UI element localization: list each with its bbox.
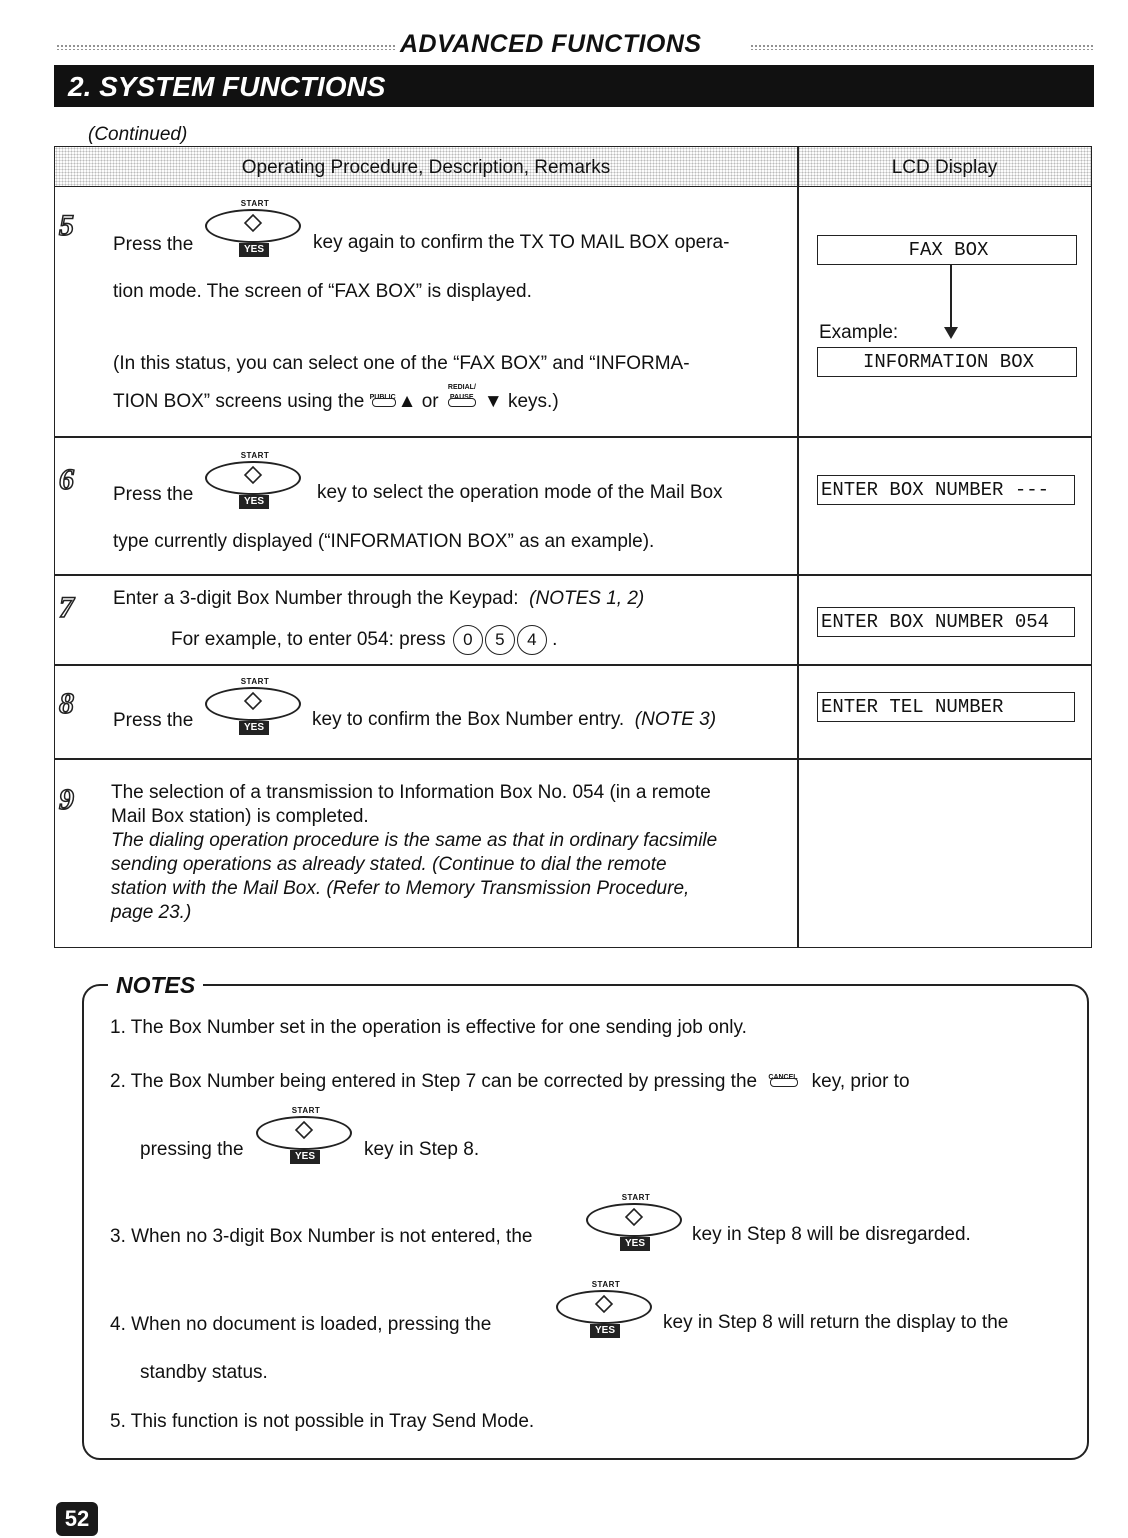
public-key-icon: PUBLIC bbox=[370, 390, 398, 410]
step-text: tion mode. The screen of “FAX BOX” is displayed. bbox=[113, 281, 532, 302]
example-label: Example: bbox=[819, 322, 899, 343]
digit-5-key-icon: 5 bbox=[485, 625, 515, 655]
header-dots-left bbox=[56, 44, 396, 50]
arrow-line bbox=[950, 265, 952, 327]
lcd-display-information-box: INFORMATION BOX bbox=[817, 347, 1077, 377]
note-item: key in Step 8 will be disregarded. bbox=[692, 1224, 971, 1245]
row-divider bbox=[55, 758, 1091, 760]
note-item: 4. When no document is loaded, pressing the bbox=[110, 1314, 492, 1335]
lcd-display: ENTER BOX NUMBER --- bbox=[817, 475, 1075, 505]
lcd-display: ENTER BOX NUMBER 054 bbox=[817, 607, 1075, 637]
start-key-icon: START YES bbox=[203, 199, 307, 257]
note-item: key in Step 8. bbox=[364, 1139, 480, 1160]
step-number: 6 bbox=[59, 463, 74, 496]
row-divider bbox=[55, 664, 1091, 666]
notes-title: NOTES bbox=[108, 972, 203, 999]
step-text: Enter a 3-digit Box Number through the Keypad: (NOTES 1, 2) bbox=[113, 588, 645, 609]
step-text: key to select the operation mode of the Mail Box bbox=[317, 482, 723, 503]
digit-4-key-icon: 4 bbox=[517, 625, 547, 655]
note-item: 1. The Box Number set in the operation is effective for one sending job only. bbox=[110, 1017, 747, 1038]
start-key-icon: START YES bbox=[584, 1193, 688, 1251]
step-text: type currently displayed (“INFORMATION BOX” as an example). bbox=[113, 531, 655, 552]
step-text: key to confirm the Box Number entry. (NOTE 3) bbox=[312, 709, 717, 730]
column-header-lcd: LCD Display bbox=[798, 147, 1091, 187]
start-key-icon: START YES bbox=[203, 677, 307, 735]
redial-pause-key-icon: REDIAL/ PAUSE bbox=[444, 390, 484, 410]
lcd-display: ENTER TEL NUMBER bbox=[817, 692, 1075, 722]
note-item: 5. This function is not possible in Tray Send Mode. bbox=[110, 1411, 535, 1432]
row-divider bbox=[55, 436, 1091, 438]
step-text-digits: For example, to enter 054: press 0 5 4 . bbox=[171, 625, 557, 655]
procedure-table bbox=[54, 146, 1092, 948]
step-number: 8 bbox=[59, 687, 74, 720]
cancel-key-icon: CANCEL bbox=[762, 1070, 806, 1090]
step-text: key again to confirm the TX TO MAIL BOX opera- bbox=[313, 232, 730, 253]
column-divider bbox=[797, 147, 799, 947]
digit-0-key-icon: 0 bbox=[453, 625, 483, 655]
note-item: 3. When no 3-digit Box Number is not entered, the bbox=[110, 1226, 533, 1247]
step-number: 7 bbox=[59, 591, 74, 624]
step-text-block: The selection of a transmission to Information Box No. 054 (in a remote Mail Box station) is completed. The dialing operation procedure is the same as that in ordinary facsimile sending operations as already stated. (Continue to dial the remote station with the Mail Box. (Refer to Memory Transmission Procedure, page 23.) bbox=[111, 782, 718, 923]
step-text: (In this status, you can select one of the “FAX BOX” and “INFORMA- bbox=[113, 353, 690, 374]
step-text: Press the bbox=[113, 710, 194, 731]
continued-label: (Continued) bbox=[88, 124, 188, 145]
start-key-icon: START YES bbox=[554, 1280, 658, 1338]
step-text: Press the bbox=[113, 234, 194, 255]
note-item: key in Step 8 will return the display to the bbox=[663, 1312, 1009, 1333]
step-number: 5 bbox=[59, 209, 74, 242]
step-number: 9 bbox=[59, 783, 74, 816]
title-band bbox=[54, 65, 1094, 107]
page-number: 52 bbox=[56, 1502, 98, 1536]
note-item: standby status. bbox=[140, 1362, 268, 1383]
header-dots-right bbox=[750, 44, 1094, 50]
lcd-display-fax-box: FAX BOX bbox=[817, 235, 1077, 265]
page-title: 2. SYSTEM FUNCTIONS bbox=[68, 71, 386, 102]
start-key-icon: START YES bbox=[254, 1106, 358, 1164]
row-divider bbox=[55, 574, 1091, 576]
step-text-keys: TION BOX” screens using the PUBLIC ▲ or REDIAL/ PAUSE ▼ keys.) bbox=[113, 384, 559, 412]
note-item: pressing the bbox=[140, 1139, 244, 1160]
section-title: ADVANCED FUNCTIONS bbox=[400, 30, 702, 58]
start-key-icon: START YES bbox=[203, 451, 307, 509]
column-header-procedure: Operating Procedure, Description, Remarks bbox=[55, 147, 797, 187]
section-header bbox=[0, 28, 1128, 58]
step-text: Press the bbox=[113, 484, 194, 505]
down-arrow-icon bbox=[944, 327, 958, 339]
note-item: 2. The Box Number being entered in Step 7 can be corrected by pressing the CANCEL key, prior to bbox=[110, 1071, 910, 1092]
